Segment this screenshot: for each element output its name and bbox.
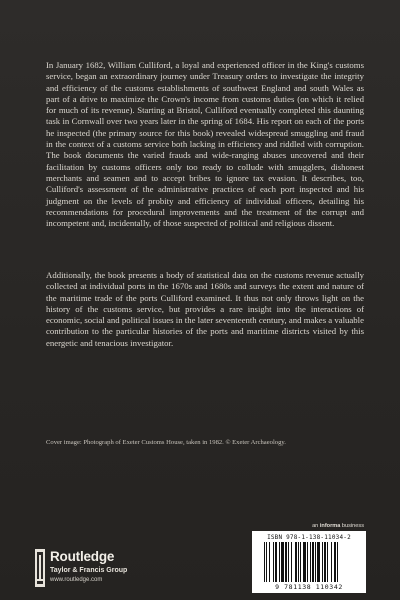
barcode-bar <box>288 542 289 582</box>
publisher-group: Taylor & Francis Group <box>50 567 128 574</box>
informa-brand: informa <box>319 523 341 529</box>
ean-number: 9 781138 110342 <box>275 583 343 591</box>
barcode-bar <box>295 542 297 582</box>
barcode-bar <box>324 542 326 582</box>
barcode-bar <box>281 542 284 582</box>
barcode-bar <box>337 542 338 582</box>
publisher-name: Routledge <box>50 549 115 564</box>
barcode-bar <box>310 542 311 582</box>
informa-suffix: business <box>340 523 364 529</box>
publisher-url[interactable]: www.routledge.com <box>50 577 103 583</box>
barcode-bar <box>275 542 277 582</box>
routledge-logo <box>34 548 144 592</box>
barcode-bar <box>334 542 336 582</box>
blurb-paragraph-2: Additionally, the book presents a body of statistical data on the customs revenue actually collected at individual ports in the 1670s and 1680s and surveys the extent and nature of the maritime trade of the ports Culliford examined. It thus not only throws light on the history of the customs service, but provides a rare insight into the interactions of economic, social and political issues in the later seventeenth century, and makes a valuable contribution to the particular histories of the ports and maritime districts visited by this energetic and tenacious investigator. <box>46 270 364 348</box>
barcode-bar <box>285 542 287 582</box>
barcode-bar <box>317 542 320 582</box>
barcode-bar <box>327 542 328 582</box>
barcode-bar <box>303 542 306 582</box>
barcode-bar <box>307 542 308 582</box>
barcode-bar <box>322 542 323 582</box>
barcode-bar <box>315 542 316 582</box>
barcode-bar <box>312 542 314 582</box>
barcode-bar <box>331 542 332 582</box>
barcode-bar <box>264 542 265 582</box>
blurb-paragraph-1: In January 1682, William Culliford, a loyal and experienced officer in the King's customs service, began an extraordinary journey under Treasury orders to investigate the integrity and efficiency of the customs establishments of southwest England and south Wales as part of a drive to maximize the Crown's income from customs duties (on which it relied for much of its revenue). Starting at Bristol, Culliford eventually completed this daunting task in Cornwall over two years later in the spring of 1684. His report on each of the ports he inspected (the primary source for this book) revealed widespread smuggling and fraud in the context of a customs service both lacking in efficiency and riddled with corruption. The book documents the varied frauds and wide-ranging abuses uncovered and their facilitation by customs officers only too ready to collude with smugglers, dishonest merchants and seamen and to accept bribes to ignore tax evasion. It describes, too, Culliford's assessment of the administrative practices of each port inspected and his judgment on the levels of probity and efficiency of individual officers, detailing his recommendations for procedural improvements and the treatment of the corrupt and incompetent and, incidentally, of those suspected of political and religious dissent. <box>46 60 364 229</box>
barcode-bar <box>273 542 274 582</box>
barcode-bar <box>269 542 270 582</box>
isbn-label: ISBN 978-1-138-11034-2 <box>267 534 351 541</box>
barcode-bar <box>298 542 299 582</box>
cover-image-credit: Cover image: Photograph of Exeter Customs House, taken in 1982. © Exeter Archaeology. <box>46 439 286 446</box>
barcode-bar <box>279 542 280 582</box>
barcode-bar <box>266 542 267 582</box>
routledge-logo-mark-icon <box>34 549 46 587</box>
barcode-bars <box>264 542 360 582</box>
informa-business-tagline <box>312 523 364 529</box>
isbn-barcode <box>252 531 366 593</box>
informa-prefix: an <box>312 523 320 529</box>
barcode-bar <box>300 542 301 582</box>
barcode-bar <box>291 542 292 582</box>
